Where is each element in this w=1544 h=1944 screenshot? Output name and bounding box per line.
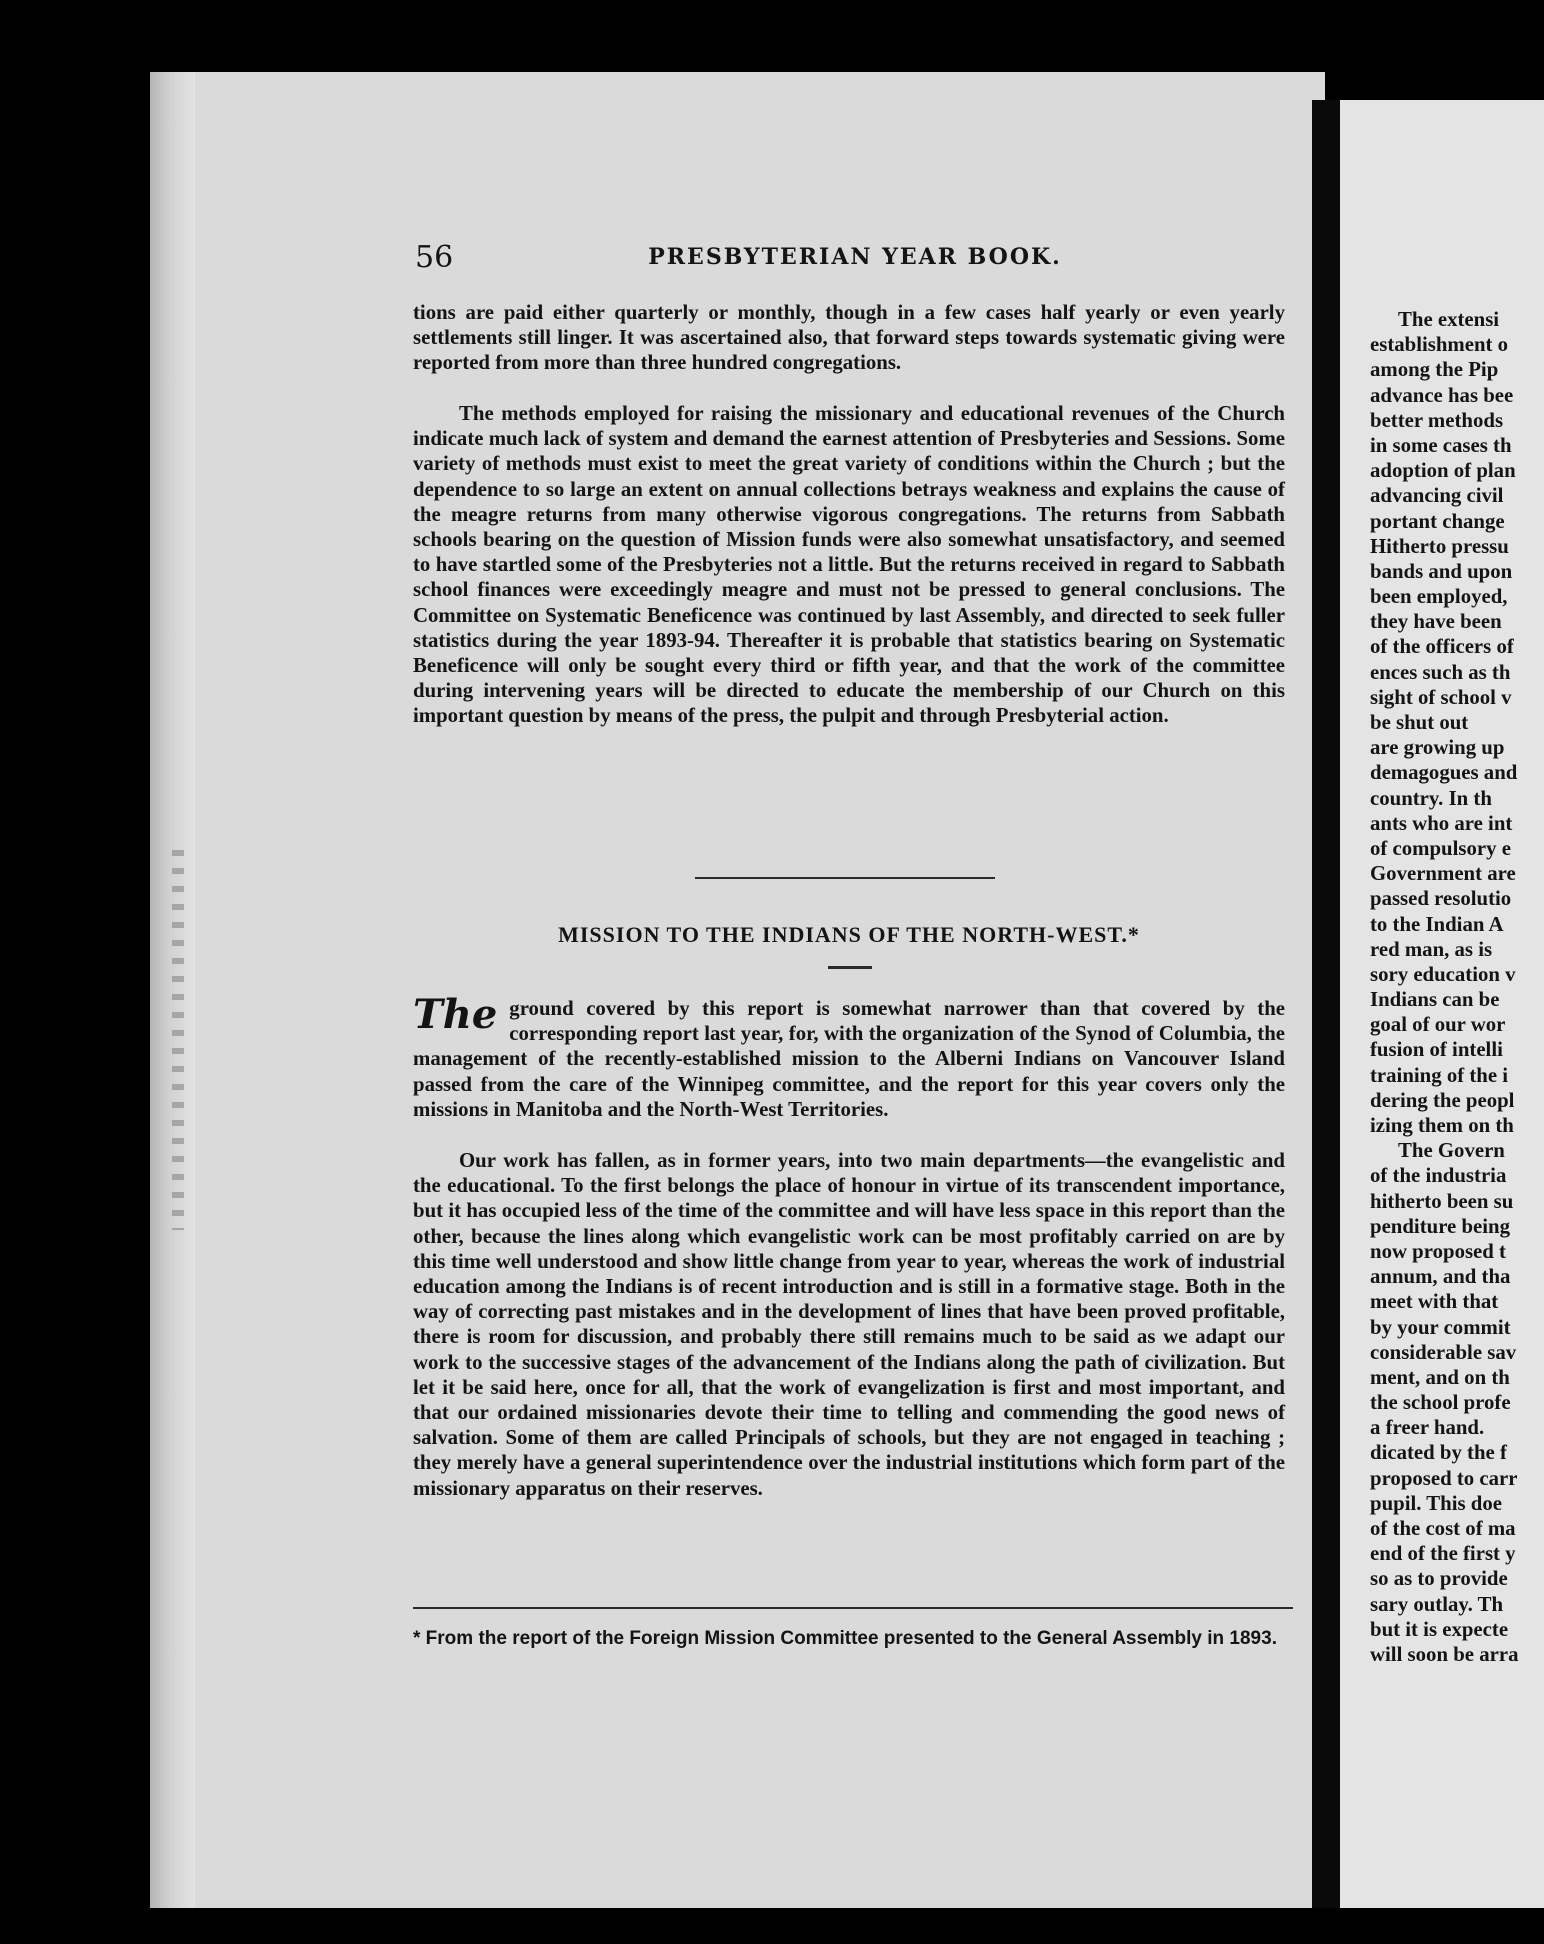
right-page-line: ants who are int	[1370, 811, 1513, 835]
right-page-line: ment, and on th	[1370, 1365, 1510, 1389]
section-heading: MISSION TO THE INDIANS OF THE NORTH-WEST.*	[558, 922, 1140, 947]
right-page-line: in some cases th	[1370, 433, 1512, 457]
heading-underline	[828, 966, 872, 969]
right-page-line: sight of school v	[1370, 685, 1512, 709]
paragraph-continuation: tions are paid either quarterly or monthly, though in a few cases half yearly or even yearly settlements still linger. It was ascertained also, that forward steps towards systematic giving were reported from more than three hundred congregations.	[413, 301, 1285, 375]
right-page-line: passed resolutio	[1370, 887, 1512, 911]
right-page-column	[1370, 307, 1544, 1667]
drop-cap-word: The	[413, 991, 498, 1038]
margin-blemish	[172, 850, 184, 1230]
right-page-line: of the cost of ma	[1370, 1517, 1516, 1540]
right-page-line: but it is expecte	[1370, 1617, 1509, 1641]
section-divider	[695, 877, 995, 879]
right-page-line: hitherto been su	[1370, 1189, 1514, 1213]
right-page-line: red man, as is	[1370, 937, 1493, 961]
right-page-line: will soon be arra	[1370, 1642, 1519, 1666]
right-page-line: adoption of plan	[1370, 459, 1516, 483]
right-page-line: sory education v	[1370, 962, 1516, 986]
right-page-line: country. In th	[1370, 786, 1492, 810]
paragraph-methods-text: The methods employed for raising the missionary and educational revenues of the Church indicate much lack of system and demand the earnest attention of Presbyteries and Sessions. Some variety of methods must exist to meet the great variety of conditions within the Church ; but the dependence to so large an extent on annual collections betrays weakness and explains the cause of the meagre returns from many otherwise vigorous congregations. The returns from Sabbath schools bearing on the question of Mission funds were also somewhat unsatisfactory, and seemed to have startled some of the Presbyteries not a little. But the returns received in regard to Sabbath school finances were exceedingly meagre and must not be pressed to general conclusions. The Committee on Systematic Beneficence was continued by last Assembly, and directed to seek fuller statistics during the year 1893-94. Thereafter it is probable that statistics bearing on Systematic Beneficence will only be sought every third or fifth year, and that the work of the committee during intervening years will be directed to educate the membership of our Church on this important question by means of the press, the pulpit and through Presbyterial action.	[413, 402, 1285, 728]
right-page-line: pupil. This doe	[1370, 1491, 1502, 1515]
right-page-line: Indians can be	[1370, 988, 1500, 1012]
page-header	[415, 240, 1295, 280]
right-page-line: by your commit	[1370, 1315, 1511, 1339]
right-page-line: the school profe	[1370, 1391, 1511, 1415]
right-page-line: so as to provide	[1370, 1567, 1508, 1591]
right-page-line: The extensi	[1398, 308, 1500, 331]
page-number: 56	[415, 240, 454, 275]
paragraph-our-work-text: Our work has fallen, as in former years, into two main departments—the evangelistic and the educational. To the first belongs the place of honour in virtue of its transcendent importance, but it has occupied less of the time of the committee and will have less space in this report than the other, because the lines along which evangelistic work can be most profitably carried on are by this time well understood and show little change from year to year, whereas the work of industrial education among the Indians is of recent introduction and is still in a formative stage. Both in the way of correcting past mistakes and in the development of lines that have been proved profitable, there is room for discussion, and probably there still remains much to be said as we adapt our work to the successive stages of the advancement of the Indians along the path of civilization. But let it be said here, once for all, that the work of evangelization is first and most important, and that our ordained missionaries devote their time to telling and commending the good news of salvation. Some of them are called Principals of schools, but they are not engaged in teaching ; they merely have a general superintendence over the industrial institutions which form part of the missionary apparatus on their reserves.	[413, 1149, 1285, 1500]
right-page-line: of the officers of	[1370, 635, 1514, 659]
right-page-line: now proposed t	[1370, 1239, 1506, 1263]
right-page-line: of the industria	[1370, 1164, 1507, 1188]
footnote: * From the report of the Foreign Mission Committee presented to the General Assembly in 1893.	[413, 1628, 1277, 1649]
right-page-line: be shut out	[1370, 711, 1469, 734]
paragraph-ground-covered-text: ground covered by this report is somewhat narrower than that covered by the corresponding report last year, for, with the organization of the Synod of Columbia, the management of the recently-established mission to the Alberni Indians on Vancouver Island passed from the care of the Winnipeg committee, and the report for this year covers only the missions in Manitoba and the North-West Territories.	[413, 997, 1285, 1121]
running-head: PRESBYTERIAN YEAR BOOK.	[648, 244, 1062, 270]
footnote-rule	[413, 1607, 1293, 1609]
paragraph-methods	[413, 401, 1285, 729]
right-page-line: sary outlay. Th	[1370, 1592, 1504, 1616]
right-page-line: proposed to carr	[1370, 1466, 1518, 1490]
right-page-line: annum, and tha	[1370, 1265, 1511, 1289]
right-page-line: goal of our wor	[1370, 1013, 1506, 1037]
right-page-line: been employed,	[1370, 585, 1508, 609]
right-page-line: izing them on th	[1370, 1114, 1514, 1137]
right-page-line: advance has bee	[1370, 383, 1514, 407]
right-page-line: better methods	[1370, 408, 1504, 432]
right-page-line: advancing civil	[1370, 484, 1504, 508]
right-page-line: Government are	[1370, 862, 1516, 886]
right-page-line: they have been	[1370, 610, 1502, 634]
right-page-line: among the Pip	[1370, 358, 1499, 382]
right-page-line: a freer hand.	[1370, 1416, 1485, 1440]
right-page-line: end of the first y	[1370, 1542, 1516, 1566]
right-page-line: fusion of intelli	[1370, 1038, 1503, 1062]
right-page-line: penditure being	[1370, 1214, 1511, 1238]
book-gutter	[1312, 100, 1340, 1908]
right-page-line: dicated by the f	[1370, 1441, 1507, 1465]
right-page-line: ences such as th	[1370, 660, 1511, 684]
right-page-line: to the Indian A	[1370, 912, 1504, 936]
right-page-line: are growing up	[1370, 736, 1505, 760]
right-page-line: of compulsory e	[1370, 836, 1511, 860]
paragraph-ground-covered	[413, 991, 1285, 1122]
right-page-line: dering the peopl	[1370, 1088, 1515, 1112]
right-page-line: considerable sav	[1370, 1340, 1517, 1364]
right-page-line: demagogues and	[1370, 761, 1518, 785]
right-page-line: bands and upon	[1370, 559, 1513, 583]
right-page-line: training of the i	[1370, 1063, 1509, 1087]
paragraph-our-work	[413, 1148, 1285, 1501]
right-page-line: The Govern	[1398, 1139, 1505, 1163]
right-page-line: Hitherto pressu	[1370, 534, 1509, 558]
right-page-line: establishment o	[1370, 333, 1509, 357]
right-page-line: portant change	[1370, 509, 1505, 533]
right-page-line: meet with that	[1370, 1290, 1499, 1314]
